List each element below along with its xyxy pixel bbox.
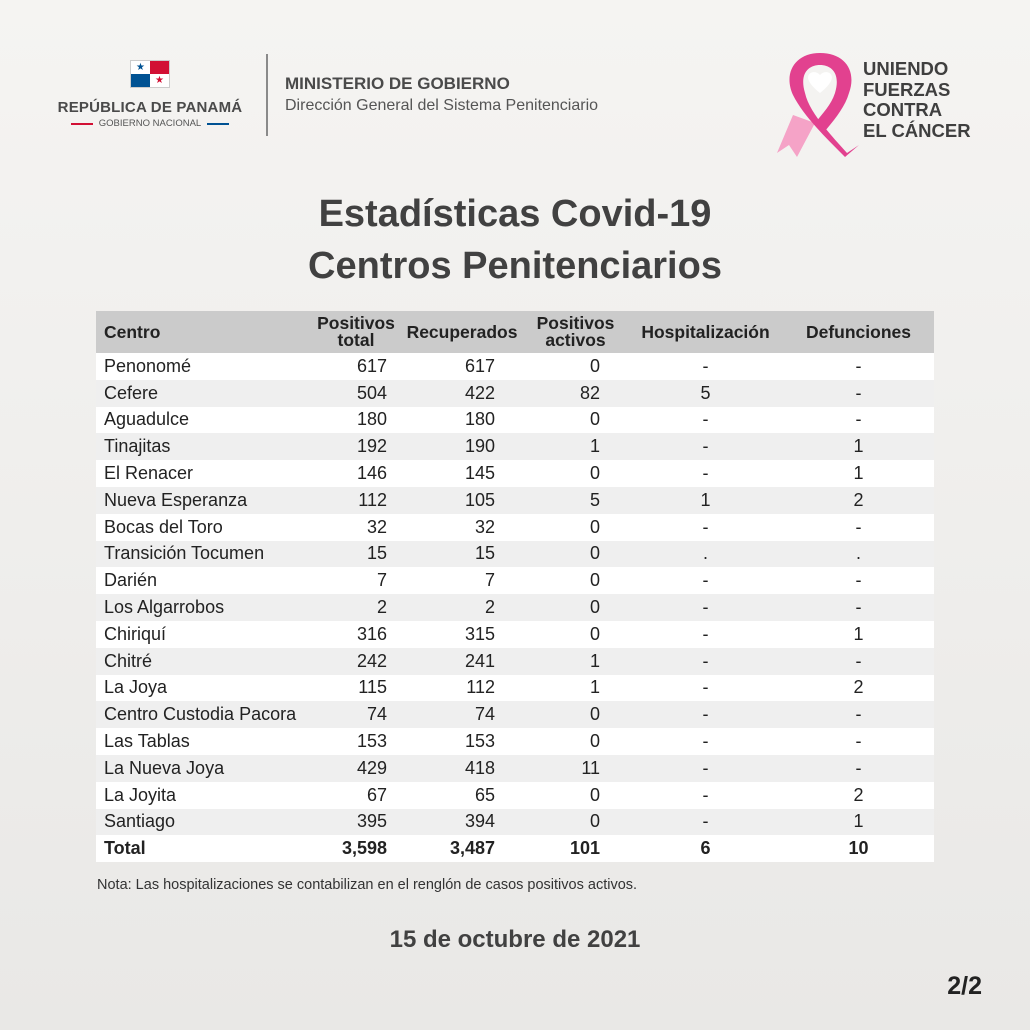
- cell-hospitalizacion: -: [628, 567, 783, 594]
- cell-centro: La Nueva Joya: [96, 755, 311, 782]
- cell-centro: Penonomé: [96, 353, 311, 380]
- cell-centro: Los Algarrobos: [96, 594, 311, 621]
- cell-defunciones: .: [783, 541, 934, 568]
- cell-centro: Tinajitas: [96, 433, 311, 460]
- cell-centro: Nueva Esperanza: [96, 487, 311, 514]
- cell-centro: Chiriquí: [96, 621, 311, 648]
- cell-defunciones: -: [783, 380, 934, 407]
- cell-positivos-activos: 0: [523, 594, 628, 621]
- page-title: Estadísticas Covid-19: [318, 193, 712, 235]
- cell-centro: La Joyita: [96, 782, 311, 809]
- report-date: 15 de octubre de 2021: [389, 926, 641, 953]
- cell-centro: Transición Tocumen: [96, 541, 311, 568]
- cell-defunciones: -: [783, 648, 934, 675]
- cell-recuperados: 241: [401, 648, 523, 675]
- table-row: [96, 728, 934, 755]
- cell-recuperados: 422: [401, 380, 523, 407]
- cell-hospitalizacion: 5: [628, 380, 783, 407]
- cell-defunciones: -: [783, 407, 934, 434]
- cell-positivos-activos: 0: [523, 541, 628, 568]
- table-body: [96, 353, 934, 862]
- cell-recuperados: 2: [401, 594, 523, 621]
- cell-positivos-total: 316: [311, 621, 401, 648]
- cell-positivos-activos: 1: [523, 648, 628, 675]
- cell-centro: El Renacer: [96, 460, 311, 487]
- cell-positivos-activos: 0: [523, 809, 628, 836]
- campaign-line: UNIENDO: [863, 58, 949, 79]
- cell-defunciones: -: [783, 514, 934, 541]
- cell-positivos-total: 395: [311, 809, 401, 836]
- cell-positivos-total: 32: [311, 514, 401, 541]
- campaign-line: EL CÁNCER: [863, 119, 971, 141]
- cell-hospitalizacion: -: [628, 433, 783, 460]
- total-label: Total: [96, 835, 311, 862]
- table-row: [96, 541, 934, 568]
- table-row: [96, 407, 934, 434]
- cell-recuperados: 394: [401, 809, 523, 836]
- header-defunciones: Defunciones: [783, 311, 934, 353]
- total-defunciones: 10: [783, 835, 934, 862]
- cell-recuperados: 145: [401, 460, 523, 487]
- cell-positivos-activos: 0: [523, 728, 628, 755]
- cell-hospitalizacion: -: [628, 460, 783, 487]
- table-total-row: [96, 835, 934, 862]
- table-row: [96, 648, 934, 675]
- table-row: [96, 701, 934, 728]
- cell-positivos-total: 242: [311, 648, 401, 675]
- cell-centro: Centro Custodia Pacora: [96, 701, 311, 728]
- table-row: [96, 809, 934, 836]
- cell-hospitalizacion: -: [628, 514, 783, 541]
- cell-recuperados: 105: [401, 487, 523, 514]
- header-positivos-activos: Positivos activos: [523, 311, 628, 353]
- cell-centro: Chitré: [96, 648, 311, 675]
- cell-positivos-activos: 0: [523, 407, 628, 434]
- cell-positivos-activos: 1: [523, 433, 628, 460]
- cell-positivos-activos: 0: [523, 514, 628, 541]
- cell-hospitalizacion: -: [628, 809, 783, 836]
- cell-positivos-total: 153: [311, 728, 401, 755]
- cell-defunciones: -: [783, 567, 934, 594]
- cell-centro: Bocas del Toro: [96, 514, 311, 541]
- cell-centro: Santiago: [96, 809, 311, 836]
- cell-defunciones: -: [783, 353, 934, 380]
- cell-defunciones: -: [783, 594, 934, 621]
- cell-hospitalizacion: -: [628, 648, 783, 675]
- cell-centro: Aguadulce: [96, 407, 311, 434]
- cell-recuperados: 617: [401, 353, 523, 380]
- cell-positivos-total: 74: [311, 701, 401, 728]
- table-row: [96, 755, 934, 782]
- cell-hospitalizacion: -: [628, 675, 783, 702]
- cell-recuperados: 65: [401, 782, 523, 809]
- table-row: [96, 621, 934, 648]
- country-name: REPÚBLICA DE PANAMÁ: [57, 99, 243, 116]
- cell-positivos-total: 617: [311, 353, 401, 380]
- campaign-line: FUERZAS: [863, 78, 951, 100]
- footnote: Nota: Las hospitalizaciones se contabilizan en el renglón de casos positivos activos.: [97, 877, 638, 893]
- page-indicator: 2/2: [947, 972, 982, 1000]
- table-row: [96, 594, 934, 621]
- table-row: [96, 675, 934, 702]
- cell-positivos-total: 2: [311, 594, 401, 621]
- table-row: [96, 782, 934, 809]
- cell-recuperados: 153: [401, 728, 523, 755]
- cell-recuperados: 190: [401, 433, 523, 460]
- cell-hospitalizacion: -: [628, 701, 783, 728]
- panama-flag-icon: ★ ★: [130, 60, 170, 88]
- total-recuperados: 3,487: [401, 835, 523, 862]
- cell-positivos-total: 429: [311, 755, 401, 782]
- cell-defunciones: 1: [783, 433, 934, 460]
- cell-positivos-activos: 5: [523, 487, 628, 514]
- cell-positivos-activos: 0: [523, 353, 628, 380]
- cell-positivos-activos: 0: [523, 701, 628, 728]
- cell-positivos-total: 112: [311, 487, 401, 514]
- cell-centro: Las Tablas: [96, 728, 311, 755]
- cell-positivos-total: 180: [311, 407, 401, 434]
- cell-positivos-activos: 0: [523, 460, 628, 487]
- cell-recuperados: 32: [401, 514, 523, 541]
- cell-hospitalizacion: -: [628, 407, 783, 434]
- cell-positivos-total: 67: [311, 782, 401, 809]
- table-row: [96, 487, 934, 514]
- cell-recuperados: 7: [401, 567, 523, 594]
- ministry-name: MINISTERIO DE GOBIERNO: [285, 74, 510, 93]
- campaign-line: CONTRA: [863, 99, 943, 120]
- table-row: [96, 460, 934, 487]
- header-divider: [266, 54, 268, 136]
- cell-positivos-activos: 11: [523, 755, 628, 782]
- government-logo: [50, 60, 250, 129]
- cell-centro: Darién: [96, 567, 311, 594]
- cell-defunciones: 1: [783, 809, 934, 836]
- cell-defunciones: -: [783, 728, 934, 755]
- table-row: [96, 514, 934, 541]
- cell-hospitalizacion: .: [628, 541, 783, 568]
- cell-recuperados: 315: [401, 621, 523, 648]
- cell-positivos-activos: 82: [523, 380, 628, 407]
- header-recuperados: Recuperados: [401, 311, 523, 353]
- cell-hospitalizacion: -: [628, 782, 783, 809]
- cell-defunciones: -: [783, 701, 934, 728]
- table-row: [96, 353, 934, 380]
- table-row: [96, 433, 934, 460]
- cell-positivos-total: 15: [311, 541, 401, 568]
- cell-hospitalizacion: -: [628, 353, 783, 380]
- ministry-block: [285, 74, 598, 115]
- cell-defunciones: 2: [783, 675, 934, 702]
- cell-hospitalizacion: -: [628, 755, 783, 782]
- header-positivos-total: Positivos total: [311, 311, 401, 353]
- cell-defunciones: -: [783, 755, 934, 782]
- government-label: GOBIERNO NACIONAL: [98, 118, 202, 129]
- cell-centro: La Joya: [96, 675, 311, 702]
- header-hospitalizacion: Hospitalización: [628, 311, 783, 353]
- cell-positivos-total: 7: [311, 567, 401, 594]
- total-activos: 101: [523, 835, 628, 862]
- table-row: [96, 567, 934, 594]
- cell-centro: Cefere: [96, 380, 311, 407]
- pink-ribbon-icon: [775, 45, 865, 160]
- cell-positivos-activos: 0: [523, 782, 628, 809]
- page-subtitle: Centros Penitenciarios: [308, 245, 722, 287]
- cell-recuperados: 15: [401, 541, 523, 568]
- cancer-campaign-logo: [775, 45, 990, 160]
- cell-positivos-activos: 0: [523, 621, 628, 648]
- cell-positivos-activos: 0: [523, 567, 628, 594]
- cell-positivos-total: 146: [311, 460, 401, 487]
- cell-recuperados: 418: [401, 755, 523, 782]
- cell-positivos-total: 115: [311, 675, 401, 702]
- header-centro: Centro: [96, 311, 311, 353]
- table-header-row: [96, 311, 934, 353]
- total-positivos: 3,598: [311, 835, 401, 862]
- cell-defunciones: 2: [783, 782, 934, 809]
- cell-positivos-activos: 1: [523, 675, 628, 702]
- table-row: [96, 380, 934, 407]
- cell-positivos-total: 192: [311, 433, 401, 460]
- cell-hospitalizacion: -: [628, 621, 783, 648]
- total-hospitalizacion: 6: [628, 835, 783, 862]
- statistics-table: [96, 311, 934, 862]
- cell-hospitalizacion: -: [628, 594, 783, 621]
- cell-hospitalizacion: -: [628, 728, 783, 755]
- cell-defunciones: 2: [783, 487, 934, 514]
- cell-positivos-total: 504: [311, 380, 401, 407]
- directorate-name: Dirección General del Sistema Penitenciario: [285, 97, 599, 114]
- cell-defunciones: 1: [783, 460, 934, 487]
- cell-defunciones: 1: [783, 621, 934, 648]
- cell-hospitalizacion: 1: [628, 487, 783, 514]
- cell-recuperados: 74: [401, 701, 523, 728]
- cell-recuperados: 180: [401, 407, 523, 434]
- cell-recuperados: 112: [401, 675, 523, 702]
